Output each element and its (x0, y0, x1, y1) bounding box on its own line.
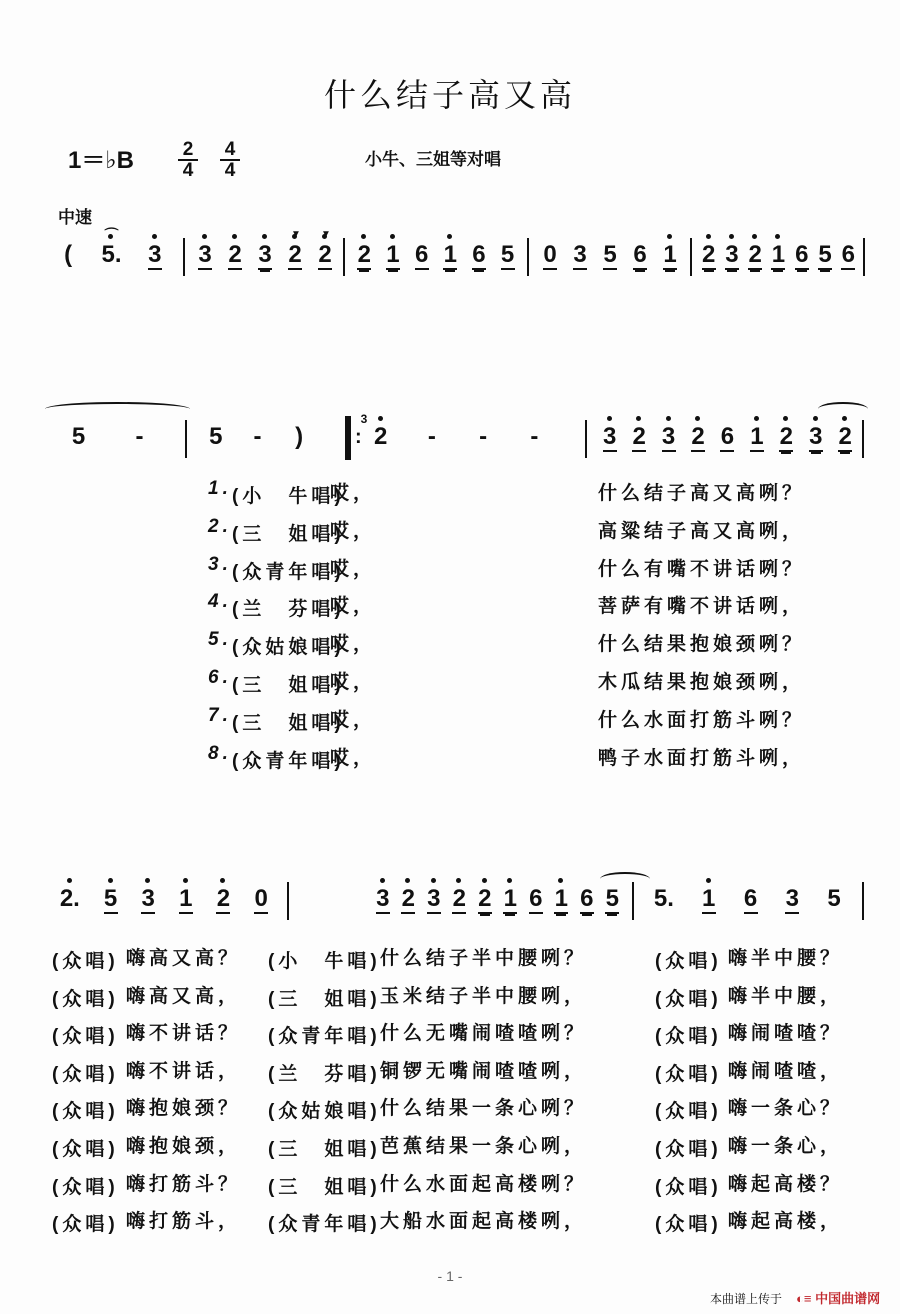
singer-label: (众唱) (52, 988, 119, 1010)
octave-dot (67, 878, 72, 883)
note (503, 872, 517, 914)
lyric-line: 嗨起高楼？ (728, 1173, 844, 1195)
note (101, 228, 121, 268)
octave-dot (775, 234, 780, 239)
lyric-line: 什么有嘴不讲话咧？ (598, 558, 806, 580)
lyric-line: 芭蕉结果一条心咧， (380, 1136, 588, 1157)
verse-number: 3. (208, 553, 232, 575)
note (654, 872, 674, 912)
octave-dot (607, 416, 612, 421)
note (254, 872, 268, 914)
lyric-line: 哎， (330, 520, 377, 542)
note-value: 5 (71, 423, 86, 450)
lyric-line: 嗨高又高？ (126, 948, 242, 969)
singer-label: (众唱) (52, 1026, 119, 1048)
octave-dot (456, 878, 461, 883)
logo-icon: ◐≡ (796, 1291, 816, 1306)
note-value: 6 (529, 885, 543, 912)
barline (690, 238, 692, 276)
lyric-line: 嗨半中腰？ (728, 948, 844, 969)
song-title: 什么结子高又高 (323, 76, 576, 114)
lyric-line: 嗨抱娘颈， (126, 1136, 242, 1157)
note (427, 872, 441, 914)
note-value: 3 (573, 241, 587, 268)
note-value: - (530, 423, 539, 450)
note-value: 2 (373, 423, 388, 450)
note-value: - (253, 423, 262, 450)
note (771, 228, 785, 270)
singer-label: (小 牛唱) (268, 951, 381, 972)
dash-sustain (527, 410, 541, 450)
note-value: 5 (500, 241, 515, 268)
accent-icon: ▼ (291, 229, 301, 240)
note-value: - (135, 423, 144, 450)
tie (818, 402, 868, 416)
note (415, 228, 429, 270)
singer-label: (众唱) (52, 1139, 119, 1160)
note-value: 3 (427, 885, 441, 912)
barline (632, 882, 634, 920)
note (472, 228, 486, 270)
lyric-line: 哎， (330, 747, 377, 769)
note-value: 1 (386, 241, 400, 268)
singer-label: (三 姐唱) (232, 523, 345, 545)
singer-label: (众唱) (655, 1026, 722, 1048)
octave-dot (145, 878, 150, 883)
note-value: 1 (771, 241, 786, 268)
note (360, 410, 388, 450)
accent-icon: ▼ (321, 229, 331, 240)
octave-dot (667, 234, 672, 239)
note-value: 3 (809, 423, 823, 450)
singer-label: (众姑娘唱) (232, 637, 345, 659)
note (691, 410, 705, 452)
note (386, 228, 400, 270)
note (827, 872, 841, 912)
lyric-line: 嗨闹喳喳？ (728, 1023, 844, 1045)
singer-label: (众唱) (655, 1101, 722, 1123)
note (148, 228, 162, 270)
measure (48, 228, 175, 288)
barline (183, 238, 185, 276)
note-value: 6 (743, 885, 758, 912)
note (104, 872, 118, 914)
lyric-line: 嗨高又高， (126, 985, 242, 1007)
note (357, 228, 371, 270)
barline (863, 238, 865, 276)
octave-dot (405, 878, 410, 883)
note (580, 872, 594, 914)
repeat-dots: : (355, 426, 362, 448)
key-signature: 1＝♭B (68, 147, 134, 174)
note-value: 3 (376, 885, 390, 912)
note-value: 0 (254, 885, 268, 912)
note-value: 1 (503, 885, 517, 912)
note (779, 410, 793, 452)
octave-dot (636, 416, 641, 421)
note-value: ) (295, 423, 304, 450)
octave-dot (842, 416, 847, 421)
note (841, 228, 855, 270)
note-value: 3 (785, 885, 799, 912)
note-value: 5 (209, 423, 223, 450)
verse-number: 7. (208, 704, 232, 726)
tie (600, 872, 650, 886)
verse-number: 5. (208, 629, 232, 651)
lyric-line: 嗨起高楼， (728, 1211, 844, 1233)
time-signature-2-4 (178, 140, 198, 180)
lyric-line: 嗨不讲话， (126, 1060, 242, 1082)
octave-dot (558, 878, 563, 883)
singer-label: (众唱) (655, 988, 722, 1010)
note (228, 228, 242, 270)
note-value: 6 (414, 241, 429, 268)
note-value: 6 (720, 423, 735, 450)
octave-dot (729, 234, 734, 239)
time-num: 2 (182, 139, 194, 160)
verse-number: 8. (208, 742, 232, 764)
bracket (292, 410, 306, 450)
lyric-line: 什么水面起高楼咧？ (380, 1173, 588, 1195)
note (720, 410, 734, 452)
lyric-line: 什么结果一条心咧？ (380, 1098, 588, 1120)
note (60, 872, 80, 912)
lyric-line: 哎， (330, 558, 377, 580)
time-den: 4 (178, 159, 198, 180)
note-value: 3 (725, 241, 739, 268)
note-value: - (427, 423, 436, 450)
octave-dot (202, 234, 207, 239)
singer-label: (众唱) (655, 1214, 722, 1236)
note (529, 872, 543, 914)
lyric-line: 哎， (330, 709, 377, 731)
lyric-line: 大船水面起高楼咧， (380, 1211, 588, 1233)
note (209, 410, 223, 450)
singer-label: (众唱) (655, 1139, 722, 1160)
note-value: 5 (827, 885, 841, 912)
note-value: 0 (543, 241, 557, 268)
note (809, 410, 823, 452)
note-value: 3 (661, 423, 676, 450)
singer-label: (三 姐唱) (268, 1176, 381, 1198)
lyric-line: 嗨打筋斗？ (126, 1173, 242, 1195)
barline (862, 420, 864, 458)
note-value: 2 (478, 885, 492, 912)
lyric-line: 哎， (330, 596, 377, 618)
lyric-line: 哎， (330, 634, 377, 656)
note (443, 228, 457, 270)
page-number: - 1 - (437, 1268, 463, 1284)
octave-dot (706, 234, 711, 239)
note (478, 872, 492, 914)
singer-label: (众唱) (655, 1063, 722, 1085)
note-value: 1 (443, 241, 457, 268)
measure (48, 410, 170, 470)
note-value: 2 (701, 241, 716, 268)
note-value: 3 (603, 423, 617, 450)
measure (350, 228, 522, 288)
measure (697, 228, 860, 288)
verse-number: 4. (208, 591, 232, 613)
note (744, 872, 758, 914)
repeat-barline (345, 416, 351, 460)
note-value: 1 (750, 423, 764, 450)
octave-dot (754, 416, 759, 421)
note-value: 6 (795, 241, 809, 268)
octave-dot (482, 878, 487, 883)
octave-dot (783, 416, 788, 421)
note (573, 228, 587, 270)
octave-dot (507, 878, 512, 883)
dash-sustain (476, 410, 490, 450)
lyric-line: 嗨一条心， (728, 1136, 844, 1157)
note-value: 2. (59, 885, 80, 912)
singer-label: (众唱) (52, 1214, 119, 1236)
note (795, 228, 809, 270)
note (554, 872, 568, 914)
note (632, 410, 646, 452)
lyric-line: 鸭子水面打筋斗咧， (598, 747, 806, 769)
upload-credit: 本曲谱上传于 (710, 1292, 783, 1306)
note-value: 2 (691, 423, 705, 450)
note (750, 410, 764, 452)
note-value: 2 (838, 423, 852, 450)
performers: 小牛、三姐等对唱 (365, 150, 501, 169)
barline (343, 238, 345, 276)
singer-label: (小 牛唱) (232, 486, 345, 507)
singer-label: (众姑娘唱) (268, 1101, 381, 1123)
note-value: 5 (603, 241, 617, 268)
singer-label: (众青年唱) (268, 1026, 381, 1048)
note-value: 1 (663, 241, 677, 268)
barline (585, 420, 587, 458)
note (543, 228, 557, 270)
barline (185, 420, 187, 458)
note (141, 872, 155, 914)
lyric-line: 什么水面打筋斗咧？ (598, 709, 806, 731)
dash-sustain (250, 410, 264, 450)
note (72, 410, 86, 450)
note-value: ( (64, 241, 73, 268)
singer-label: (众唱) (655, 951, 722, 972)
barline (287, 882, 289, 920)
measure (640, 872, 855, 932)
lyric-line: 高粱结子高又高咧， (598, 520, 806, 542)
octave-dot (666, 416, 671, 421)
octave-dot (380, 878, 385, 883)
staff-row-3 (0, 872, 900, 932)
note (501, 228, 515, 270)
note (702, 872, 716, 914)
octave-dot (447, 234, 452, 239)
octave-dot (232, 234, 237, 239)
verse-number: 2. (208, 515, 232, 537)
lyric-line: 什么结子半中腰咧？ (380, 948, 588, 969)
note (663, 228, 677, 270)
dash-sustain (425, 410, 439, 450)
note-value: 1 (702, 885, 716, 912)
logo-text: 中国曲谱网 (815, 1291, 881, 1306)
singer-label: (兰 芬唱) (232, 599, 345, 621)
octave-dot (706, 878, 711, 883)
tempo-marking: 中速 (58, 208, 92, 227)
note-value: 2 (632, 423, 646, 450)
note-value: 2 (401, 885, 415, 912)
octave-dot (752, 234, 757, 239)
singer-label: (众青年唱) (232, 750, 345, 772)
lyric-line: 嗨打筋斗， (126, 1211, 242, 1233)
octave-dot (220, 878, 225, 883)
measure (535, 228, 685, 288)
lyric-line: 嗨闹喳喳， (728, 1060, 844, 1082)
octave-dot (108, 878, 113, 883)
lyric-line: 木瓜结果抱娘颈咧， (598, 672, 806, 693)
singer-label: (三 姐唱) (268, 1139, 381, 1160)
note (818, 228, 832, 270)
lyric-line: 嗨抱娘颈？ (126, 1098, 242, 1120)
barline (527, 238, 529, 276)
note-value: - (479, 423, 488, 450)
lyric-line: 嗨一条心？ (728, 1098, 844, 1120)
singer-label: (三 姐唱) (232, 675, 345, 696)
note (603, 410, 617, 452)
fermata-icon: ⌒ (104, 227, 119, 243)
note-value: 2 (228, 241, 242, 268)
measure (370, 872, 625, 932)
verse-number: 1. (208, 478, 232, 499)
octave-dot (390, 234, 395, 239)
measure (355, 410, 560, 470)
octave-dot (378, 416, 383, 421)
note (216, 872, 230, 914)
note-value: 6 (472, 241, 486, 268)
note-value: 5. (101, 241, 122, 268)
time-den: 4 (220, 159, 240, 180)
note-value: 5 (605, 885, 619, 912)
lyric-line: 菩萨有嘴不讲话咧， (598, 596, 806, 618)
note-value: 6 (841, 241, 855, 268)
lyric-line: 什么结果抱娘颈咧？ (598, 634, 806, 656)
note-value: 1 (554, 885, 568, 912)
lyric-line: 什么无嘴闹喳喳咧？ (380, 1023, 588, 1045)
note-value: 3 (148, 241, 162, 268)
slur (45, 402, 190, 416)
octave-dot (152, 234, 157, 239)
octave-dot (262, 234, 267, 239)
note-value: 2 (216, 885, 231, 912)
staff-row-2 (0, 410, 900, 470)
note (662, 410, 676, 452)
lyric-line: 玉米结子半中腰咧， (380, 985, 588, 1007)
lyric-line: 嗨不讲话？ (126, 1023, 242, 1045)
singer-label: (众唱) (52, 1063, 119, 1085)
note (633, 228, 647, 270)
singer-label: (众青年唱) (232, 561, 345, 583)
note-value: 2 (452, 885, 466, 912)
dash-sustain (133, 410, 147, 450)
note (376, 872, 390, 914)
note (452, 872, 466, 914)
octave-dot (183, 878, 188, 883)
note (318, 228, 332, 270)
note-value: 2 (779, 423, 794, 450)
octave-dot (695, 416, 700, 421)
singer-label: (三 姐唱) (268, 988, 381, 1010)
grace-note: 3 (360, 412, 368, 426)
note-value: 2 (318, 241, 332, 268)
note (725, 228, 739, 270)
time-num: 4 (224, 139, 236, 160)
verse-number: 6. (208, 667, 232, 688)
note (603, 228, 617, 270)
note-value: 3 (141, 885, 155, 912)
singer-label: (众青年唱) (268, 1214, 381, 1236)
note-value: 1 (179, 885, 193, 912)
time-signature-4-4 (220, 140, 240, 180)
singer-label: (兰 芬唱) (268, 1063, 381, 1085)
note (258, 228, 272, 270)
measure (48, 872, 280, 932)
barline (862, 882, 864, 920)
note-value: 6 (580, 885, 594, 912)
bracket (61, 228, 75, 268)
note (288, 228, 302, 270)
lyric-line: 什么结子高又高咧？ (598, 483, 806, 504)
note-value: 2 (288, 241, 302, 268)
note-value: 5 (818, 241, 832, 268)
note-value: 2 (748, 241, 762, 268)
measure (195, 410, 320, 470)
octave-dot (431, 878, 436, 883)
lyric-line: 嗨半中腰， (728, 985, 844, 1007)
measure (595, 410, 860, 470)
note (702, 228, 716, 270)
site-logo (796, 1288, 880, 1307)
singer-label: (三 姐唱) (232, 712, 345, 734)
singer-label: (众唱) (52, 1176, 119, 1198)
note-value: 3 (258, 241, 272, 268)
octave-dot (813, 416, 818, 421)
octave-dot (361, 234, 366, 239)
note (198, 228, 212, 270)
staff-row-1 (0, 228, 900, 288)
lyric-line: 哎， (330, 672, 377, 693)
note (401, 872, 415, 914)
note (179, 872, 193, 914)
measure (190, 228, 340, 288)
singer-label: (众唱) (52, 951, 119, 972)
note (785, 872, 799, 914)
singer-label: (众唱) (52, 1101, 119, 1123)
note (838, 410, 852, 452)
note-value: 6 (633, 241, 647, 268)
note-value: 2 (357, 241, 371, 268)
singer-label: (众唱) (655, 1176, 722, 1198)
note-value: 5 (103, 885, 118, 912)
note-value: 3 (198, 241, 212, 268)
lyric-line: 哎， (330, 483, 377, 504)
note-value: 5. (653, 885, 674, 912)
note (748, 228, 762, 270)
lyric-line: 铜锣无嘴闹喳喳咧， (380, 1060, 588, 1082)
